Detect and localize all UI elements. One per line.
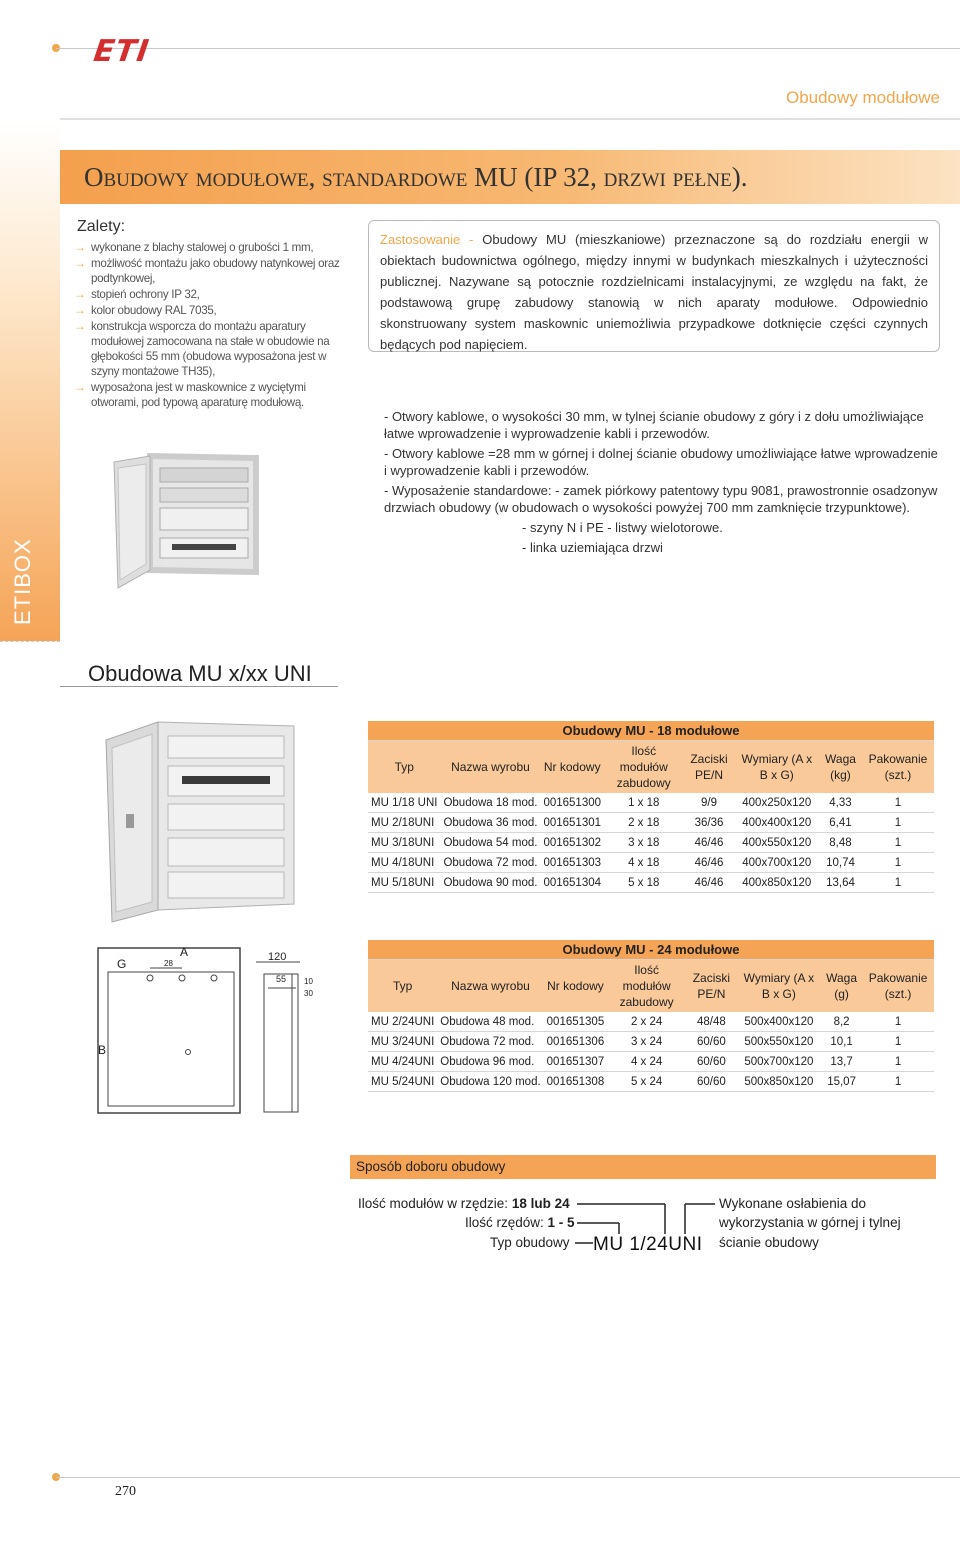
selection-code: MU 1/24UNI xyxy=(593,1234,703,1255)
table-row xyxy=(368,1012,934,1032)
table-row xyxy=(368,1052,934,1072)
advantage-item: → wykonane z blachy stalowej o grubości 1 mm, xyxy=(74,240,314,254)
table-cell: 60/60 xyxy=(686,1052,737,1072)
table-cell: 10,74 xyxy=(819,853,862,873)
dim-b: B xyxy=(98,1043,107,1057)
table-row xyxy=(368,853,934,873)
table-cell: Obudowa 36 mod. xyxy=(440,813,540,833)
arrow-icon: → xyxy=(74,256,86,270)
table-cell: MU 2/18UNI xyxy=(368,813,440,833)
table-cell: 500x400x120 xyxy=(737,1012,821,1032)
table-cell: 15,07 xyxy=(821,1072,862,1092)
advantage-item: → wyposażona jest w maskownice z wyciętymi otworami, pod typową aparaturę modułową. xyxy=(74,380,306,409)
features-notes xyxy=(384,408,944,559)
column-header: Waga (kg) xyxy=(819,741,862,794)
note-item: - Wyposażenie standardowe: - zamek piórkowy patentowy typu 9081, prawostronnie osadzonyw drzwiach obudowy (w obudowach o wysokości powyżej 700 mm zamknięcie trzypunktowe). xyxy=(384,483,938,515)
table-cell: 3 x 24 xyxy=(607,1032,686,1052)
table-cell: 13,7 xyxy=(821,1052,862,1072)
column-header: Nazwa wyrobu xyxy=(437,960,543,1013)
table-cell: 500x550x120 xyxy=(737,1032,821,1052)
arrow-icon: → xyxy=(74,303,86,317)
dim-a: A xyxy=(180,945,189,959)
table-cell: 13,64 xyxy=(819,873,862,893)
table-cell: 6,41 xyxy=(819,813,862,833)
page-number: 270 xyxy=(115,1484,136,1499)
table-cell: 60/60 xyxy=(686,1032,737,1052)
table-cell: MU 5/24UNI xyxy=(368,1072,437,1092)
table-cell: 60/60 xyxy=(686,1072,737,1092)
table-cell: 1 xyxy=(862,853,934,873)
table-mu-18 xyxy=(368,721,934,893)
table-cell: 500x850x120 xyxy=(737,1072,821,1092)
table-cell: 4 x 24 xyxy=(607,1052,686,1072)
table-cell: Obudowa 72 mod. xyxy=(437,1032,543,1052)
arrow-icon: → xyxy=(74,319,86,333)
table-cell: 001651307 xyxy=(544,1052,608,1072)
table-cell: MU 2/24UNI xyxy=(368,1012,437,1032)
table-cell: Obudowa 54 mod. xyxy=(440,833,540,853)
table-cell: 2 x 24 xyxy=(607,1012,686,1032)
side-divider xyxy=(0,641,60,642)
table-cell: 1 xyxy=(862,813,934,833)
dim-10: 10 xyxy=(304,977,313,986)
table-cell: MU 3/18UNI xyxy=(368,833,440,853)
column-header: Ilość modułów zabudowy xyxy=(604,741,683,794)
table-cell: 1 xyxy=(862,833,934,853)
table-cell: 400x700x120 xyxy=(735,853,820,873)
column-header: Typ xyxy=(368,741,440,794)
table-cell: 9/9 xyxy=(684,793,735,813)
table-cell: 400x400x120 xyxy=(735,813,820,833)
table-cell: 1 x 18 xyxy=(604,793,683,813)
selection-type-label: Typ obudowy xyxy=(490,1235,570,1250)
table-cell: Obudowa 90 mod. xyxy=(440,873,540,893)
table-cell: 1 xyxy=(862,793,934,813)
table-cell: MU 1/18 UNI xyxy=(368,793,440,813)
table-cell: 001651302 xyxy=(540,833,604,853)
column-header: Typ xyxy=(368,960,437,1013)
table-cell: 400x250x120 xyxy=(735,793,820,813)
table-cell: 5 x 18 xyxy=(604,873,683,893)
application-box xyxy=(368,220,940,352)
section-rule xyxy=(60,686,338,687)
table-row xyxy=(368,1032,934,1052)
column-header: Nr kodowy xyxy=(540,741,604,794)
table-cell: 10,1 xyxy=(821,1032,862,1052)
table-cell: Obudowa 120 mod. xyxy=(437,1072,543,1092)
title-banner xyxy=(60,150,960,204)
dim-55: 55 xyxy=(276,974,287,984)
table-cell: 001651304 xyxy=(540,873,604,893)
category-rule xyxy=(60,118,960,120)
table-cell: Obudowa 48 mod. xyxy=(437,1012,543,1032)
note-item: - szyny N i PE - listwy wielotorowe. xyxy=(522,520,723,535)
table-cell: 8,48 xyxy=(819,833,862,853)
table-cell: 36/36 xyxy=(684,813,735,833)
advantage-item: → konstrukcja wsporcza do montażu aparatury modułowej zamocowana na stałe w obudowie na głębokości 55 mm (obudowa wyposażona jest w szyny montażowe TH35), xyxy=(74,319,330,378)
table-row xyxy=(368,833,934,853)
table-cell: 48/48 xyxy=(686,1012,737,1032)
column-header: Ilość modułów zabudowy xyxy=(607,960,686,1013)
column-header: Waga (g) xyxy=(821,960,862,1013)
note-item: - Otwory kablowe, o wysokości 30 mm, w tylnej ścianie obudowy z góry i z dołu umożliwiające łatwe wprowadzenie i wyprowadzenie kabli i przewodów. xyxy=(384,409,924,441)
table-cell: 001651308 xyxy=(544,1072,608,1092)
table-cell: 400x550x120 xyxy=(735,833,820,853)
advantages-heading: Zalety: xyxy=(77,218,126,235)
note-item: - Otwory kablowe =28 mm w górnej i dolnej ścianie obudowy umożliwiające łatwe wprowadzenie i wyprowadzenie kabli i przewodów. xyxy=(384,446,938,478)
dim-120: 120 xyxy=(268,951,287,963)
dim-30: 30 xyxy=(304,989,313,998)
dim-28: 28 xyxy=(164,959,173,968)
selection-rows: Ilość rzędów: 1 - 5 xyxy=(465,1215,575,1230)
table-cell: 46/46 xyxy=(684,833,735,853)
column-header: Zaciski PE/N xyxy=(686,960,737,1013)
table-cell: 001651306 xyxy=(544,1032,608,1052)
table-cell: 400x850x120 xyxy=(735,873,820,893)
table-cell: 2 x 18 xyxy=(604,813,683,833)
table-cell: 1 xyxy=(862,873,934,893)
note-item: - linka uziemiająca drzwi xyxy=(522,540,663,555)
column-header: Nazwa wyrobu xyxy=(440,741,540,794)
cabinet-photo-open xyxy=(110,452,260,602)
selection-note-2: wykorzystania w górnej i tylnej xyxy=(719,1215,901,1230)
table-cell: 3 x 18 xyxy=(604,833,683,853)
table-cell: 001651301 xyxy=(540,813,604,833)
table-cell: 5 x 24 xyxy=(607,1072,686,1092)
table-18-title: Obudowy MU - 18 modułowe xyxy=(368,721,934,741)
table-cell: Obudowa 72 mod. xyxy=(440,853,540,873)
table-cell: 46/46 xyxy=(684,873,735,893)
table-cell: 8,2 xyxy=(821,1012,862,1032)
page-title: Obudowy modułowe, standardowe MU (IP 32, drzwi pełne). xyxy=(84,162,748,192)
table-cell: 001651305 xyxy=(544,1012,608,1032)
header-line xyxy=(56,48,960,49)
column-header: Zaciski PE/N xyxy=(684,741,735,794)
table-cell: 1 xyxy=(862,1052,934,1072)
table-cell: 1 xyxy=(862,1032,934,1052)
arrow-icon: → xyxy=(74,287,86,301)
table-cell: 001651300 xyxy=(540,793,604,813)
footer-line xyxy=(56,1477,960,1478)
table-cell: 4,33 xyxy=(819,793,862,813)
selection-modules: Ilość modułów w rzędzie: 18 lub 24 xyxy=(358,1196,570,1211)
table-cell: Obudowa 96 mod. xyxy=(437,1052,543,1072)
section-title: Obudowa MU x/xx UNI xyxy=(88,661,312,686)
advantage-item: → możliwość montażu jako obudowy natynkowej oraz podtynkowej, xyxy=(74,256,340,285)
application-lead: Zastosowanie - xyxy=(380,232,483,247)
column-header: Nr kodowy xyxy=(544,960,608,1013)
cabinet-photo-mu xyxy=(98,718,303,923)
table-cell: Obudowa 18 mod. xyxy=(440,793,540,813)
table-row xyxy=(368,813,934,833)
table-cell: 4 x 18 xyxy=(604,853,683,873)
table-cell: MU 4/24UNI xyxy=(368,1052,437,1072)
selection-note-1: Wykonane osłabienia do xyxy=(719,1196,866,1211)
arrow-icon: → xyxy=(74,240,86,254)
side-label: ETIBOX xyxy=(10,538,35,625)
table-cell: 001651303 xyxy=(540,853,604,873)
table-cell: 500x700x120 xyxy=(737,1052,821,1072)
table-cell: 1 xyxy=(862,1072,934,1092)
advantages-list xyxy=(74,240,344,411)
column-header: Pakowanie (szt.) xyxy=(862,960,934,1013)
table-row xyxy=(368,873,934,893)
category-title: Obudowy modułowe xyxy=(785,88,940,107)
advantage-item: → stopień ochrony IP 32, xyxy=(74,287,200,301)
selection-note-3: ścianie obudowy xyxy=(719,1235,819,1250)
table-cell: MU 4/18UNI xyxy=(368,853,440,873)
table-cell: 46/46 xyxy=(684,853,735,873)
selection-heading: Sposób doboru obudowy xyxy=(350,1155,936,1179)
table-mu-24 xyxy=(368,940,934,1092)
dimension-drawing xyxy=(92,944,332,1124)
table-row xyxy=(368,793,934,813)
table-24-title: Obudowy MU - 24 modułowe xyxy=(368,940,934,960)
column-header: Wymiary (A x B x G) xyxy=(737,960,821,1013)
table-cell: MU 5/18UNI xyxy=(368,873,440,893)
table-row xyxy=(368,1072,934,1092)
application-text: Obudowy MU (mieszkaniowe) przeznaczone są do rozdziału energii w obiektach budownictwa ogólnego, między innymi w budynkach mieszkalnych i użyteczności publicznej. Nazywane są potocznie rozdzielnicami instalacyjnymi, ze względu na fakt, że podstawową grupę zabudowy stanowią w nich aparaty modułowe. Odpowiednio skonstruowany system maskownic uniemożliwia przypadkowe dotknięcie części czynnych będących pod napięciem. xyxy=(380,232,928,352)
arrow-icon: → xyxy=(74,380,86,394)
column-header: Pakowanie (szt.) xyxy=(862,741,934,794)
table-cell: 1 xyxy=(862,1012,934,1032)
eti-logo: ETI xyxy=(91,34,152,69)
dim-g: G xyxy=(117,957,127,971)
table-cell: MU 3/24UNI xyxy=(368,1032,437,1052)
column-header: Wymiary (A x B x G) xyxy=(735,741,820,794)
advantage-item: → kolor obudowy RAL 7035, xyxy=(74,303,217,317)
